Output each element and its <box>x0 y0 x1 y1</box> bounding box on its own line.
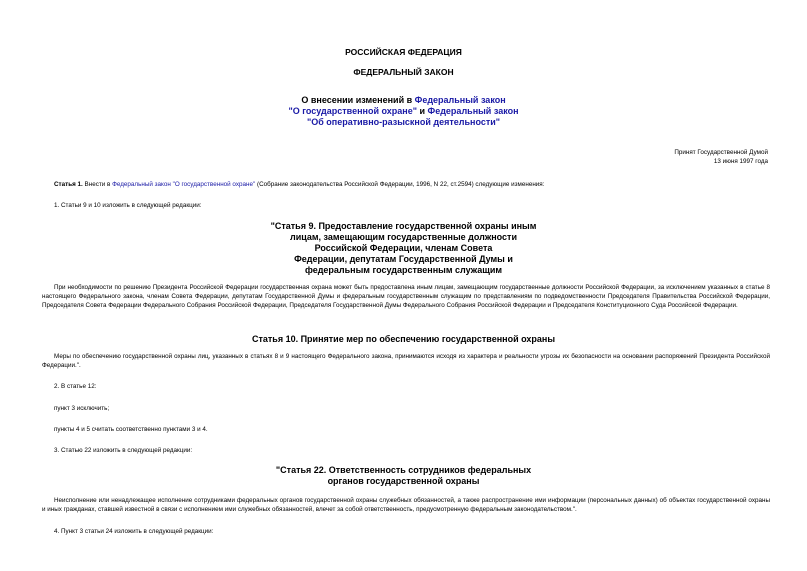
article-1-intro: Статья 1. Внести в Федеральный закон "О государственной охране" (Собрание законодательства Российской Федерации, 1996, N 22, ст.2594) следующие изменения: <box>54 181 545 188</box>
operational-search-law-link[interactable]: "Об оперативно-разыскной деятельности" <box>306 117 501 127</box>
article-9-heading: "Статья 9. Предоставление государственной охраны иным лицам, замещающим государственные должности Российской Федерации, членам Совета Федерации, депутатам Государственной Думы и федеральным государственным служащим <box>270 221 537 275</box>
article-22-text: Неисполнение или ненадлежащее исполнение сотрудниками федеральных органов государственной охраны служебных обязанностей, а также распространение ими информации (персональных данных) об объектах государственной охраны и иных гражданах, ставшей известной в связи с исполнением ими служебных обязанностей, влечет за собой ответственность, предусмотренную федеральным законодательством.". <box>42 497 770 513</box>
article-1-label: Статья 1. <box>54 181 83 188</box>
law-title <box>0 95 807 128</box>
article-10-text: Меры по обеспечению государственной охраны лиц, указанных в статьях 8 и 9 настоящего Федерального закона, принимаются исходя из характера и реальности угрозы их безопасности на основании распоряжений Президента Российской Федерации.". <box>42 353 770 369</box>
item-2a: пункт 3 исключить; <box>54 405 110 412</box>
federal-law-link-1[interactable]: Федеральный закон <box>414 95 506 105</box>
state-protection-law-link-2[interactable]: Федеральный закон "О государственной охране" <box>112 181 256 188</box>
country-heading: РОССИЙСКАЯ ФЕДЕРАЦИЯ <box>345 47 462 57</box>
article-10-heading: Статья 10. Принятие мер по обеспечению государственной охраны <box>251 334 556 344</box>
item-2b: пункты 4 и 5 считать соответственно пунктами 3 и 4. <box>54 426 208 433</box>
adoption-note: Принят Государственной Думой 13 июня 1997 года <box>674 149 768 165</box>
item-3: 3. Статью 22 изложить в следующей редакции: <box>54 447 193 454</box>
law-type-heading: ФЕДЕРАЛЬНЫЙ ЗАКОН <box>353 67 454 77</box>
law-title-line-3 <box>0 117 807 128</box>
state-protection-law-link[interactable]: "О государственной охране" <box>288 106 417 116</box>
item-1: 1. Статьи 9 и 10 изложить в следующей редакции: <box>54 202 202 209</box>
law-title-line-2: "О государственной охране" и Федеральный закон <box>288 106 519 116</box>
law-title-line-1: О внесении изменений в Федеральный закон <box>301 95 506 105</box>
article-9-text: При необходимости по решению Президента Российской Федерации государственная охрана может быть предоставлена иным лицам, замещающим государственные должности Российской Федерации, за исключением указанных в статье 8 настоящего Федерального закона, членам Совета Федерации, депутатам Государственной Думы и федеральным государственным служащим по представлениям по подведомственности Председателя Правительства Российской Федерации, Председателя Совета Федерации Федерального Собрания Российской Федерации, Председателя Государственной Думы Федерального Собрания Российской Федерации и Председателя Конституционного Суда Российской Федерации. <box>42 284 770 309</box>
article-22-heading: "Статья 22. Ответственность сотрудников федеральных органов государственной охраны <box>275 465 532 486</box>
item-4: 4. Пункт 3 статьи 24 изложить в следующей редакции: <box>54 528 214 535</box>
item-2: 2. В статье 12: <box>54 383 97 390</box>
federal-law-link-2[interactable]: Федеральный закон <box>427 106 519 116</box>
